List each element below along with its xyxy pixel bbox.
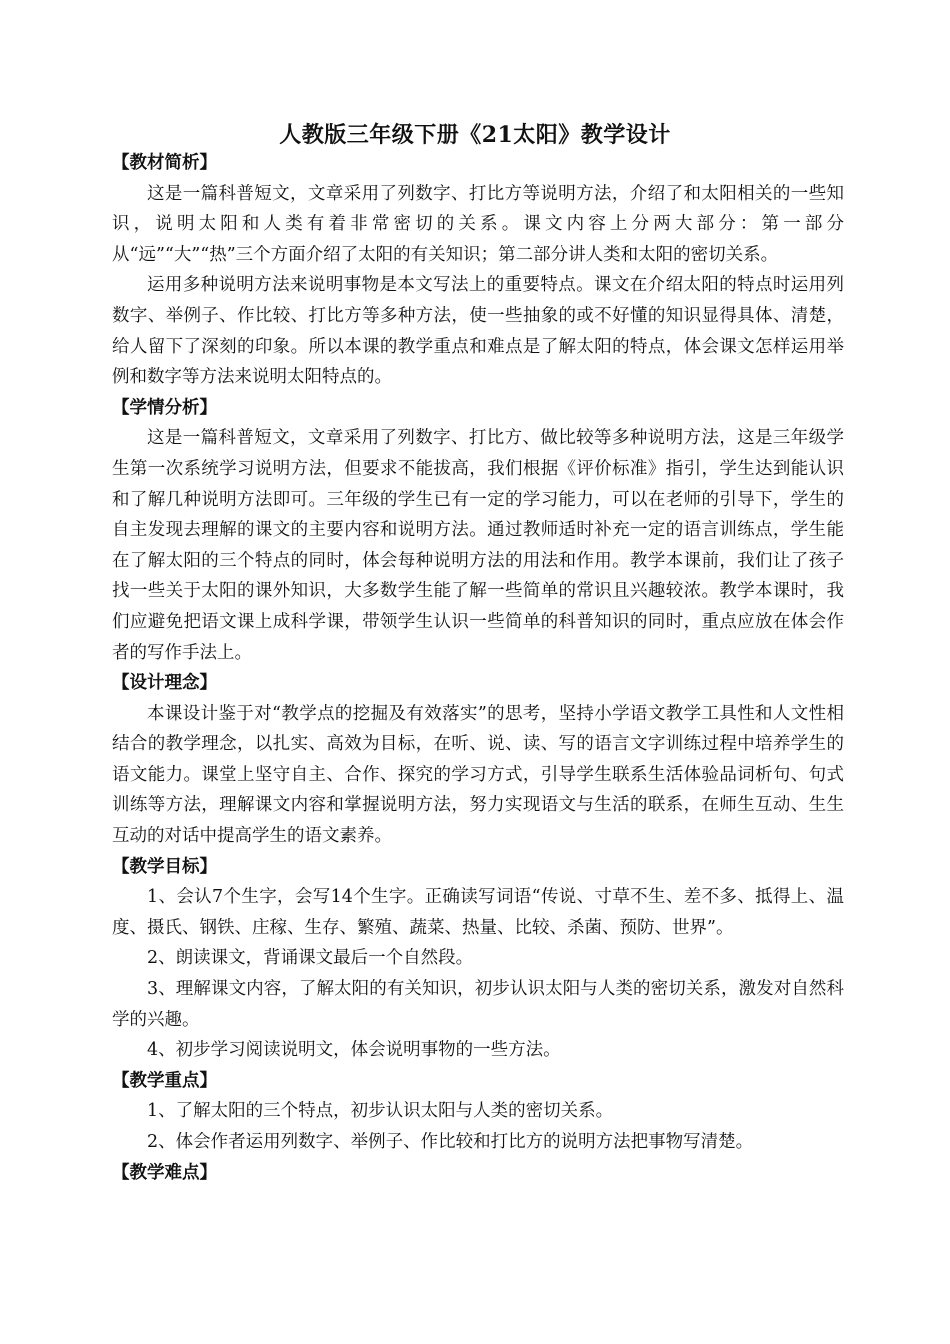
- section-heading: 【教学目标】: [112, 856, 217, 877]
- focus-item: 2、体会作者运用列数字、举例子、作比较和打比方的说明方法把事物写清楚。: [147, 1132, 754, 1152]
- paragraph: 这是一篇科普短文，文章采用了列数字、打比方等说明方法，介绍了和太阳相关的一些知识，说明太阳和人类有着非常密切的关系。课文内容上分两大部分：第一部分从“远”“大”“热”三个方面介绍了太阳的有关知识；第二部分讲人类和太阳的密切关系。: [112, 183, 844, 265]
- section-heading: 【教学难点】: [112, 1162, 217, 1183]
- paragraph: 本课设计鉴于对“教学点的挖掘及有效落实”的思考，坚持小学语文教学工具性和人文性相结合的教学理念，以扎实、高效为目标，在听、说、读、写的语言文字训练过程中培养学生的语文能力。课堂上坚守自主、合作、探究的学习方式，引导学生联系生活体验品词析句、句式训练等方法，理解课文内容和掌握说明方法，努力实现语文与生活的联系，在师生互动、生生互动的对话中提高学生的语文素养。: [112, 703, 844, 847]
- goal-item: 3、理解课文内容，了解太阳的有关知识，初步认识太阳与人类的密切关系，激发对自然科学的兴趣。: [112, 979, 844, 1030]
- goal-item: 1、会认7个生字，会写14个生字。正确读写词语“传说、寸草不生、差不多、抵得上、温度、摄氏、钢铁、庄稼、生存、繁殖、蔬菜、热量、比较、杀菌、预防、世界”。: [112, 887, 844, 938]
- section-design-concept: [112, 668, 844, 852]
- section-heading: 【教材简析】: [112, 153, 217, 173]
- section-textbook-analysis: [112, 148, 844, 393]
- section-teaching-focus: [112, 1066, 844, 1158]
- section-heading: 【设计理念】: [112, 673, 217, 694]
- paragraph: 这是一篇科普短文，文章采用了列数字、打比方、做比较等多种说明方法，这是三年级学生第一次系统学习说明方法，但要求不能拔高，我们根据《评价标准》指引，学生达到能认识和了解几种说明方法即可。三年级的学生已有一定的学习能力，可以在老师的引导下，学生的自主发现去理解的课文的主要内容和说明方法。通过教师适时补充一定的语言训练点，学生能在了解太阳的三个特点的同时，体会每种说明方法的用法和作用。教学本课前，我们让了孩子找一些关于太阳的课外知识，大多数学生能了解一些简单的常识且兴趣较浓。教学本课时，我们应避免把语文课上成科学课，带领学生认识一些简单的科普知识的同时，重点应放在体会作者的写作手法上。: [112, 428, 844, 663]
- paragraph: 运用多种说明方法来说明事物是本文写法上的重要特点。课文在介绍太阳的特点时运用列数字、举例子、作比较、打比方等多种方法，使一些抽象的或不好懂的知识显得具体、清楚，给人留下了深刻的印象。所以本课的教学重点和难点是了解太阳的特点，体会课文怎样运用举例和数字等方法来说明太阳特点的。: [112, 275, 844, 388]
- section-heading: 【学情分析】: [112, 397, 217, 418]
- focus-item: 1、了解太阳的三个特点，初步认识太阳与人类的密切关系。: [147, 1101, 614, 1122]
- section-heading: 【教学重点】: [112, 1070, 217, 1091]
- section-teaching-difficulty: [112, 1158, 844, 1189]
- document-title: 人教版三年级下册《21太阳》教学设计: [279, 122, 671, 148]
- section-student-analysis: [112, 393, 844, 668]
- goal-item: 2、朗读课文，背诵课文最后一个自然段。: [147, 948, 474, 969]
- goal-item: 4、初步学习阅读说明文，体会说明事物的一些方法。: [147, 1040, 561, 1061]
- section-teaching-goals: [112, 852, 844, 1066]
- document-body: [112, 148, 844, 1188]
